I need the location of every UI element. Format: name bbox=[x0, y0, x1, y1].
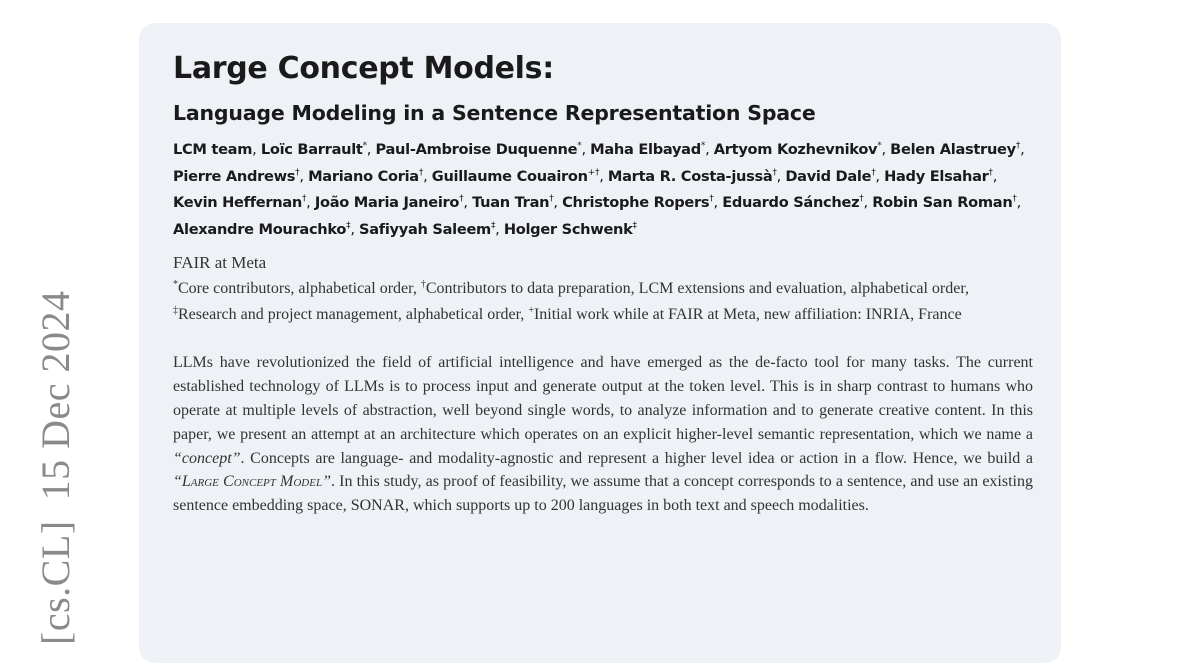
contribution-notes bbox=[173, 276, 1033, 328]
author bbox=[722, 194, 863, 211]
data-note: Contributors to data preparation, LCM extensions and evaluation, alphabetical order, bbox=[425, 280, 970, 298]
author bbox=[359, 221, 495, 238]
author-name: Tuan Tran bbox=[472, 194, 550, 212]
author-mark: † bbox=[295, 167, 300, 178]
author-name: David Dale bbox=[785, 167, 872, 185]
mgmt-mark: ‡ bbox=[173, 305, 178, 317]
author bbox=[173, 141, 252, 158]
author-name: Alexandre Mourachko bbox=[173, 220, 347, 238]
arxiv-category: [cs.CL] bbox=[33, 520, 78, 645]
author bbox=[890, 141, 1020, 158]
author-mark: † bbox=[772, 167, 777, 178]
author-name: Christophe Ropers bbox=[562, 194, 710, 212]
author-mark: * bbox=[362, 141, 367, 151]
author-name: LCM team bbox=[173, 141, 253, 158]
author-name: Robin San Roman bbox=[872, 194, 1013, 212]
author-name: Loïc Barrault bbox=[260, 141, 363, 158]
author bbox=[608, 168, 777, 185]
author bbox=[785, 168, 875, 185]
author-name: Eduardo Sánchez bbox=[722, 194, 860, 212]
abstract bbox=[173, 351, 1033, 518]
author bbox=[884, 168, 993, 185]
author bbox=[261, 141, 367, 158]
author bbox=[872, 194, 1016, 211]
initial-mark: + bbox=[528, 305, 534, 317]
abstract-part-3: . In this study, as proof of feasibility, we assume that a concept corresponds to a sentence, and use an existing sentence embedding space, SONAR, which supports up to 200 languages in both text and speech modalities. bbox=[173, 473, 1033, 515]
mgmt-note: Research and project management, alphabetical order, bbox=[178, 306, 529, 324]
author-name: Belen Alastruey bbox=[890, 141, 1016, 158]
author bbox=[472, 194, 553, 211]
author-mark: † bbox=[1012, 194, 1017, 205]
author-mark: † bbox=[549, 194, 554, 205]
author bbox=[504, 221, 637, 238]
paper-header-content bbox=[173, 49, 1033, 518]
author-mark: † bbox=[301, 194, 307, 205]
arxiv-date: 15 Dec 2024 bbox=[33, 290, 78, 501]
paper-title: Large Concept Models: bbox=[173, 51, 554, 86]
author-name: João Maria Janeiro bbox=[314, 194, 460, 212]
author-name: Maha Elbayad bbox=[590, 141, 701, 158]
author bbox=[590, 141, 705, 158]
data-mark: † bbox=[420, 279, 426, 291]
author bbox=[173, 194, 306, 211]
author bbox=[375, 141, 581, 158]
initial-note: Initial work while at FAIR at Meta, new affiliation: INRIA, France bbox=[533, 306, 962, 324]
core-mark: * bbox=[173, 279, 178, 291]
author-mark: * bbox=[577, 141, 582, 151]
affiliation: FAIR at Meta bbox=[173, 253, 267, 273]
concept-term: “concept” bbox=[173, 449, 241, 467]
author bbox=[562, 194, 713, 211]
author-name: Kevin Heffernan bbox=[173, 194, 302, 212]
author-mark: † bbox=[459, 194, 464, 205]
author-mark: † bbox=[1015, 141, 1021, 151]
author-mark: +† bbox=[587, 167, 600, 178]
author-name: Marta R. Costa-jussà bbox=[607, 167, 773, 185]
author-name: Safiyyah Saleem bbox=[359, 220, 491, 238]
author-mark: † bbox=[709, 194, 714, 205]
author bbox=[308, 168, 423, 185]
abstract-part-2: . Concepts are language- and modality-agnostic and represent a higher level idea or action in a flow. Hence, we build a bbox=[240, 449, 1033, 467]
author-name: Pierre Andrews bbox=[173, 167, 296, 185]
author-name: Guillaume Couairon bbox=[431, 167, 588, 185]
author-mark: † bbox=[871, 167, 876, 178]
author-mark: † bbox=[988, 167, 993, 178]
author-mark: * bbox=[700, 141, 706, 151]
author-mark: ‡ bbox=[346, 220, 351, 231]
author-name: Paul-Ambroise Duquenne bbox=[375, 141, 578, 158]
arxiv-stamp bbox=[32, 271, 79, 645]
author bbox=[714, 141, 882, 158]
author-mark: † bbox=[418, 167, 424, 178]
author-mark: * bbox=[877, 141, 882, 151]
author bbox=[432, 168, 599, 185]
author bbox=[173, 168, 299, 185]
abstract-part-1: LLMs have revolutionized the field of artificial intelligence and have emerged as the de-facto tool for many tasks. The current established technology of LLMs is to process input and generate output at the token level. This is in sharp contrast to humans who operate at multiple levels of abstraction, well beyond single words, to analyze information and to generate creative content. In this paper, we present an attempt at an architecture which operates on an explicit higher-level semantic representation, which we name a bbox=[173, 354, 1033, 443]
author-name: Mariano Coria bbox=[308, 167, 419, 185]
author-mark: † bbox=[859, 194, 864, 205]
author-mark: ‡ bbox=[490, 220, 496, 231]
author bbox=[315, 194, 464, 211]
author-list: LCM team, Loïc Barrault*, Paul-Ambroise Duquenne*, Maha Elbayad*, Artyom Kozhevnikov*, Belen Alastruey†, Pierre Andrews†, Mariano Coria†, Guillaume Couairon+†, Marta R. Costa-jussà†, David Dale†, Hady Elsahar†, Kevin Heffernan†, João Maria Janeiro†, Tuan Tran†, Christophe Ropers†, Eduardo Sánchez†, Robin San Roman†, Alexandre Mourachko‡, Safiyyah Saleem‡, Holger Schwenk‡ bbox=[173, 141, 1025, 238]
paper-header-card bbox=[139, 23, 1061, 663]
author-name: Hady Elsahar bbox=[884, 167, 989, 185]
author-name: Artyom Kozhevnikov bbox=[713, 141, 878, 158]
author-mark: ‡ bbox=[632, 220, 637, 231]
model-name: “Large Concept Model” bbox=[173, 473, 331, 491]
author-name: Holger Schwenk bbox=[503, 220, 633, 238]
author bbox=[173, 221, 350, 238]
core-note: Core contributors, alphabetical order, bbox=[178, 280, 421, 298]
paper-subtitle: Language Modeling in a Sentence Representation Space bbox=[173, 101, 816, 125]
